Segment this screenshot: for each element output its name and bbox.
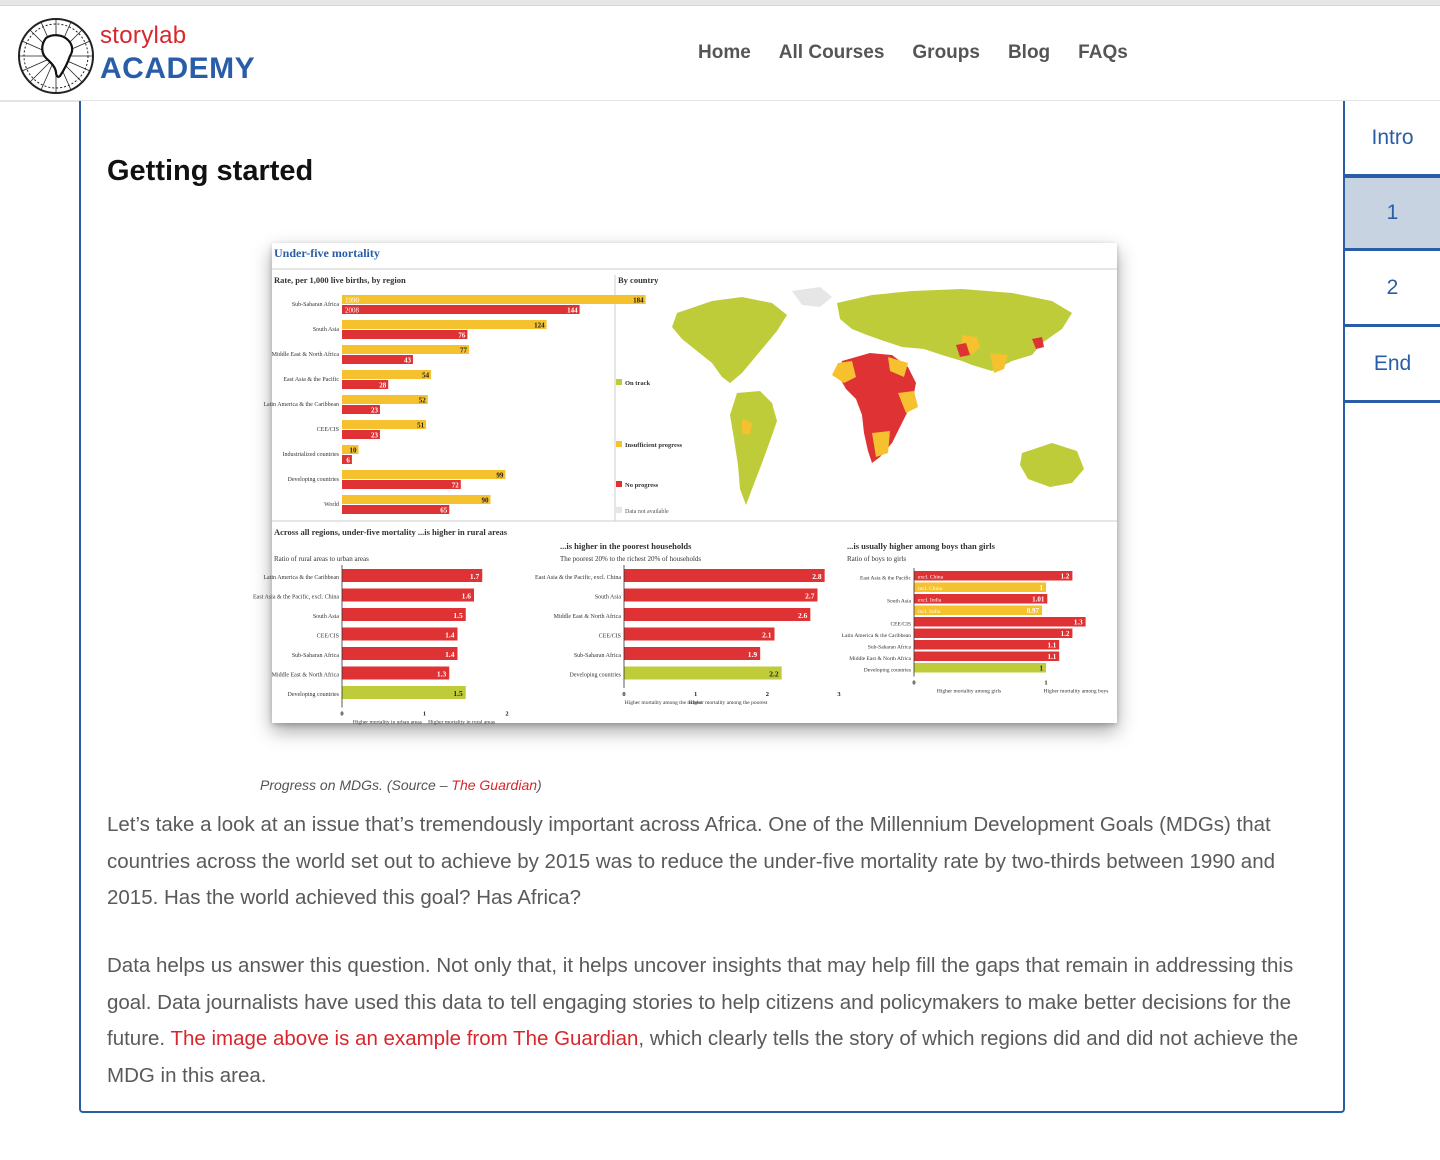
bar-value-label: 1.4 [445, 630, 455, 640]
bar-2008 [342, 355, 413, 364]
main-nav [698, 42, 1128, 64]
africa-globe-logo-icon [16, 16, 96, 96]
bar-value-label: 1.01 [1032, 595, 1045, 604]
inner-label: incl. India [918, 609, 941, 615]
category-label: Middle East & North Africa [553, 614, 621, 620]
data-paragraph-end: , which clearly tells the story of which regions did and did not achieve the MDG in this area. [107, 1027, 1299, 1087]
bar-value-label: 1 [1039, 664, 1043, 673]
bar-value-label: 6 [346, 456, 350, 465]
bar-value-label: 1.9 [747, 650, 758, 659]
bar-1990 [342, 320, 547, 329]
category-label: East Asia & the Pacific, excl. China [535, 575, 621, 581]
caption-source-link[interactable]: The Guardian [451, 777, 538, 793]
category-label: CEE/CIS [316, 633, 339, 640]
category-label: Middle East & North Africa [849, 656, 911, 662]
poorest-chart-subtitle: The poorest 20% to the richest 20% of households [560, 555, 702, 563]
bar-value-label: 1.3 [1073, 618, 1083, 627]
category-label: South Asia [887, 598, 911, 605]
bar [624, 569, 825, 582]
bar-1990 [342, 345, 469, 354]
bar [342, 686, 466, 699]
category-label: Latin America & the Caribbean [263, 575, 339, 581]
mortality-infographic [253, 243, 1117, 726]
tick-label: 2 [765, 691, 769, 698]
region-label: CEE/CIS [316, 427, 339, 433]
bar-value-label: 2.7 [805, 591, 815, 601]
category-label: East Asia & the Pacific [859, 575, 911, 582]
bar-value-label: 1.4 [445, 650, 455, 659]
bar [342, 608, 466, 621]
tick-label: 1 [422, 710, 427, 718]
x-note-left: Higher mortality among the richest [624, 700, 703, 706]
chart-rate-by-region [263, 295, 645, 515]
tick-label: 3 [837, 691, 841, 698]
legend-na: Data not available [625, 509, 669, 515]
bar-value-label: 52 [418, 396, 426, 405]
bar [914, 652, 1059, 662]
region-label: South Asia [312, 327, 339, 333]
region-label: Developing countries [287, 477, 339, 483]
bar [342, 647, 458, 660]
tab-end[interactable]: End [1343, 327, 1440, 403]
boys-chart-title: ...is usually higher among boys than girls [847, 541, 995, 551]
bar-value-label: 1.3 [436, 669, 447, 679]
data-paragraph [107, 948, 1319, 1094]
region-label: Middle East & North Africa [271, 352, 339, 358]
category-label: Middle East & North Africa [271, 672, 339, 679]
bar-2008 [342, 505, 449, 514]
lesson-panel [79, 101, 1345, 1113]
bar-value-label: 77 [460, 346, 468, 355]
bar-value-label: 23 [370, 406, 378, 415]
bar-value-label: 1.1 [1047, 641, 1057, 650]
caption-text: Progress on MDGs. (Source – [260, 777, 452, 793]
nav-all-courses[interactable]: All Courses [778, 42, 885, 63]
bar [342, 628, 458, 641]
region-label: World [324, 502, 339, 508]
chart-title: Under-five mortality [274, 246, 380, 260]
category-label: CEE/CIS [890, 621, 911, 628]
region-label: Latin America & the Caribbean [263, 402, 339, 408]
bar [624, 628, 775, 641]
bar-value-label: 2.2 [769, 669, 779, 679]
bar-1990 [342, 370, 431, 379]
bar-value-label: 2.1 [762, 630, 772, 640]
bar-value-label: 124 [534, 321, 545, 330]
chart-boys-girls [842, 568, 1109, 695]
tab-2[interactable]: 2 [1343, 251, 1440, 327]
nav-faqs[interactable]: FAQs [1078, 42, 1128, 63]
figure-caption [260, 777, 542, 793]
tick-label: 0 [912, 679, 916, 687]
x-note-right: Higher mortality in rural areas [428, 719, 496, 726]
bar [624, 667, 782, 680]
tick-label: 1 [1044, 679, 1048, 687]
bar-1990 [342, 420, 426, 429]
tick-label: 0 [622, 691, 626, 698]
nav-home[interactable]: Home [698, 42, 751, 63]
tick-label: 0 [340, 710, 344, 718]
legend-no-progress: No progress [625, 482, 659, 489]
bar-2008 [342, 330, 467, 339]
bar-2008 [342, 480, 461, 489]
map-legend [616, 379, 682, 515]
bar [342, 589, 474, 602]
bar-2008 [342, 305, 580, 314]
chart-rural-urban [253, 565, 509, 726]
site-header [0, 6, 1440, 102]
legend-on-track: On track [625, 380, 651, 387]
category-label: South Asia [594, 594, 621, 601]
tab-1[interactable]: 1 [1343, 175, 1440, 251]
infographic-svg [253, 243, 1117, 726]
tick-label: 1 [694, 691, 698, 698]
bar-value-label: 0.97 [1026, 607, 1040, 615]
x-note-left: Higher mortality in urban areas [352, 719, 422, 726]
category-label: East Asia & the Pacific, excl. China [253, 594, 339, 601]
inner-label: excl. India [918, 597, 942, 604]
tab-intro[interactable]: Intro [1343, 101, 1440, 177]
storylab-academy-logo[interactable] [16, 12, 256, 92]
bar-value-label: 90 [481, 496, 489, 505]
bar-1990 [342, 395, 428, 404]
category-label: Developing countries [569, 672, 621, 679]
intro-paragraph: Let’s take a look at an issue that’s tremendously important across Africa. One of the Millennium Development Goals (MDGs) that countries across the world set out to achieve by 2015 was to reduce the under-five mortality rate by two-thirds between 1990 and 2015. Has the world achieved this goal? Has Africa? [107, 813, 1275, 909]
guardian-example-link[interactable]: The image above is an example from The Guardian [170, 1027, 639, 1050]
bar [624, 589, 818, 602]
bar [624, 647, 760, 660]
category-label: Developing countries [863, 667, 911, 674]
category-label: South Asia [312, 614, 339, 620]
region-label: Industrialized countries [282, 452, 339, 458]
bar-1990 [342, 470, 505, 479]
rural-chart-subtitle: Ratio of rural areas to urban areas [274, 555, 369, 563]
category-label: Sub-Saharan Africa [867, 644, 911, 651]
bar-value-label: 144 [567, 306, 578, 315]
bar [342, 569, 482, 582]
bar-value-label: 1 [1039, 584, 1043, 592]
bar [914, 663, 1046, 673]
world-map [672, 287, 1084, 505]
bar-value-label: 99 [496, 471, 504, 480]
inner-label: excl. China [918, 574, 944, 581]
category-label: Sub-Saharan Africa [573, 653, 621, 659]
boys-chart-subtitle: Ratio of boys to girls [847, 555, 907, 563]
bar-value-label: 1.5 [453, 611, 463, 620]
category-label: Latin America & the Caribbean [841, 633, 911, 639]
legend-swatch-na [616, 507, 622, 513]
bar-1990 [342, 495, 491, 504]
bar-value-label: 1.2 [1060, 572, 1070, 581]
legend-swatch-no-progress [616, 481, 622, 487]
legend-swatch-insufficient [616, 441, 622, 447]
bar-value-label: 2.6 [797, 611, 808, 620]
bar-value-label: 76 [458, 331, 466, 340]
chart-subtitle-rate: Rate, per 1,000 live births, by region [274, 275, 406, 285]
bar-value-label: 1.7 [469, 572, 480, 581]
nav-blog[interactable]: Blog [1007, 42, 1051, 63]
page-title: Getting started [107, 155, 314, 187]
bar [342, 667, 449, 680]
bar [914, 629, 1072, 639]
bar [624, 608, 810, 621]
bar-value-label: 43 [403, 356, 411, 365]
bar-value-label: 10 [349, 446, 357, 455]
region-label: Sub-Saharan Africa [291, 302, 339, 308]
logo-text-academy: ACADEMY [100, 52, 256, 85]
x-note-right: Higher mortality among the poorest [688, 700, 768, 706]
section-tabs [1343, 101, 1440, 403]
bar [914, 617, 1086, 627]
bar-value-label: 72 [451, 481, 459, 490]
bar-value-label: 23 [370, 431, 378, 440]
map-title: By country [618, 275, 659, 285]
bar-value-label: 1.5 [453, 689, 463, 698]
logo-text-storylab: storylab [100, 22, 187, 49]
category-label: CEE/CIS [598, 633, 621, 640]
category-label: Developing countries [287, 692, 339, 698]
series-label: 1990 [345, 296, 359, 305]
bar-value-label: 2.8 [812, 572, 822, 581]
bar-value-label: 28 [379, 381, 387, 390]
nav-groups[interactable]: Groups [912, 42, 980, 63]
bar-value-label: 51 [417, 421, 425, 430]
caption-close: ) [537, 777, 542, 793]
x-note-right: Higher mortality among boys [1043, 688, 1109, 695]
bar-value-label: 54 [422, 371, 430, 380]
bar-value-label: 65 [440, 506, 448, 515]
series-label: 2008 [345, 306, 359, 315]
poorest-chart-title: ...is higher in the poorest households [560, 541, 692, 551]
bar-value-label: 1.2 [1060, 630, 1070, 638]
category-label: Sub-Saharan Africa [291, 653, 339, 659]
inner-label: incl. China [918, 586, 943, 592]
rural-chart-title: Across all regions, under-five mortality ...is higher in rural areas [274, 527, 508, 537]
chart-poorest-richest [535, 565, 841, 706]
data-paragraph-start: Data helps us answer this question. Not only that, it helps uncover insights that may help fill the gaps that remain in addressing this goal. Data journalists have used this data to tell engaging stories to help citizens and policymakers to make better decisions for the future. [107, 954, 1294, 1050]
bar-value-label: 1.1 [1047, 653, 1057, 661]
bar-1990 [342, 295, 646, 304]
legend-insufficient: Insufficient progress [625, 442, 682, 449]
region-label: East Asia & the Pacific [283, 377, 339, 383]
bar-value-label: 184 [633, 296, 644, 305]
bar [914, 640, 1059, 650]
bar-value-label: 1.6 [461, 591, 471, 601]
x-note-left: Higher mortality among girls [936, 688, 1002, 695]
legend-swatch-on-track [616, 379, 622, 385]
tick-label: 2 [505, 710, 509, 718]
